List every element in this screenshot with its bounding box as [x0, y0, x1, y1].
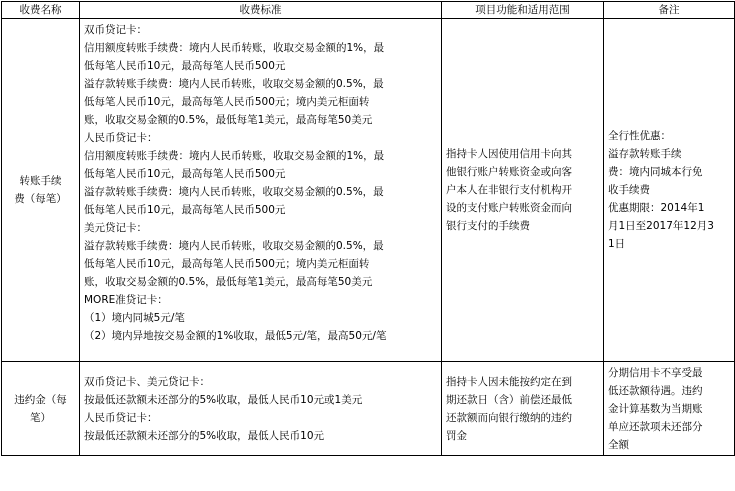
- fee-standard-cell: [80, 362, 442, 456]
- function-line: 设的支付账户转账资金而向: [446, 202, 572, 214]
- note-line: 收手续费: [608, 184, 650, 196]
- note-line: 单应还款项未还部分: [608, 420, 703, 433]
- function-scope-cell: [442, 362, 604, 456]
- standard-line: 账，收取交易金额的0.5%，最低每笔1美元，最高每笔50美元: [84, 114, 373, 126]
- remarks-cell: [604, 19, 735, 362]
- standard-line: 人民币贷记卡：: [84, 132, 158, 144]
- function-line: 指持卡人因使用信用卡向其: [446, 148, 572, 160]
- note-line: 月1日至2017年12月3: [608, 220, 714, 232]
- standard-line: MORE准贷记卡：: [84, 294, 168, 306]
- remarks-cell: [604, 362, 735, 456]
- note-line: 溢存款转账手续: [608, 148, 682, 160]
- fee-name-cell: [2, 19, 80, 362]
- fee-name-line: 转账手续: [19, 175, 62, 187]
- note-line: 1日: [608, 238, 626, 250]
- standard-line: 低每笔人民币10元，最高每笔人民币500元: [84, 168, 286, 180]
- standard-line: 信用额度转账手续费：境内人民币转账，收取交易金额的1%，最: [84, 42, 385, 54]
- note-line: 优惠期限：2014年1: [608, 202, 705, 214]
- standard-line: 双币贷记卡：: [84, 24, 147, 36]
- function-line: 户本人在非银行支付机构开: [446, 184, 572, 196]
- fee-standard-cell: [80, 19, 442, 362]
- standard-line: 按最低还款额未还部分的5%收取，最低人民币10元: [84, 429, 325, 442]
- standard-line: 低每笔人民币10元，最高每笔人民币500元；境内美元柜面转: [84, 96, 370, 108]
- standard-line: 人民币贷记卡：: [84, 411, 158, 424]
- standard-line: （2）境内异地按交易金额的1%收取，最低5元/笔，最高50元/笔: [84, 330, 387, 342]
- function-line: 罚金: [446, 429, 467, 442]
- note-line: 费：境内同城本行免: [608, 166, 703, 178]
- header-remarks: 备注: [604, 2, 735, 19]
- fee-name-line: 违约金（每: [14, 393, 67, 406]
- standard-line: 溢存款转账手续费：境内人民币转账，收取交易金额的0.5%，最: [84, 186, 384, 198]
- function-line: 期还款日（含）前偿还最低: [446, 393, 572, 406]
- standard-line: 按最低还款额未还部分的5%收取，最低人民币10元或1美元: [84, 393, 363, 406]
- function-line: 指持卡人因未能按约定在到: [446, 375, 572, 388]
- standard-line: （1）境内同城5元/笔: [84, 312, 185, 324]
- note-line: 全额: [608, 438, 629, 451]
- standard-line: 信用额度转账手续费：境内人民币转账，收取交易金额的1%，最: [84, 150, 385, 162]
- fee-table: [1, 1, 735, 456]
- table-row-late-fee: [2, 362, 735, 456]
- fee-name-cell: [2, 362, 80, 456]
- standard-line: 美元贷记卡：: [84, 222, 147, 234]
- standard-line: 低每笔人民币10元，最高每笔人民币500元: [84, 60, 286, 72]
- standard-line: 账，收取交易金额的0.5%，最低每笔1美元，最高每笔50美元: [84, 276, 373, 288]
- function-line: 他银行账户转账资金或向客: [446, 166, 572, 178]
- standard-line: 低每笔人民币10元，最高每笔人民币500元；境内美元柜面转: [84, 258, 370, 270]
- note-line: 全行性优惠：: [608, 130, 671, 142]
- note-line: 金计算基数为当期账: [608, 402, 703, 415]
- table-row-transfer-fee: [2, 19, 735, 362]
- fee-name-line: 笔）: [30, 411, 51, 424]
- header-row: [2, 2, 735, 19]
- function-line: 还款额而向银行缴纳的违约: [446, 411, 572, 424]
- fee-name-line: 费（每笔）: [14, 193, 67, 205]
- function-line: 银行支付的手续费: [446, 220, 530, 232]
- standard-line: 溢存款转账手续费：境内人民币转账，收取交易金额的0.5%，最: [84, 240, 384, 252]
- standard-line: 双币贷记卡、美元贷记卡：: [84, 375, 210, 388]
- function-scope-cell: [442, 19, 604, 362]
- header-fee-name: 收费名称: [2, 2, 80, 19]
- standard-line: 低每笔人民币10元，最高每笔人民币500元: [84, 204, 286, 216]
- standard-line: 溢存款转账手续费：境内人民币转账，收取交易金额的0.5%，最: [84, 78, 384, 90]
- note-line: 低还款额待遇。违约: [608, 384, 703, 397]
- note-line: 分期信用卡不享受最: [608, 366, 703, 379]
- header-fee-standard: 收费标准: [80, 2, 442, 19]
- header-function-scope: 项目功能和适用范围: [442, 2, 604, 19]
